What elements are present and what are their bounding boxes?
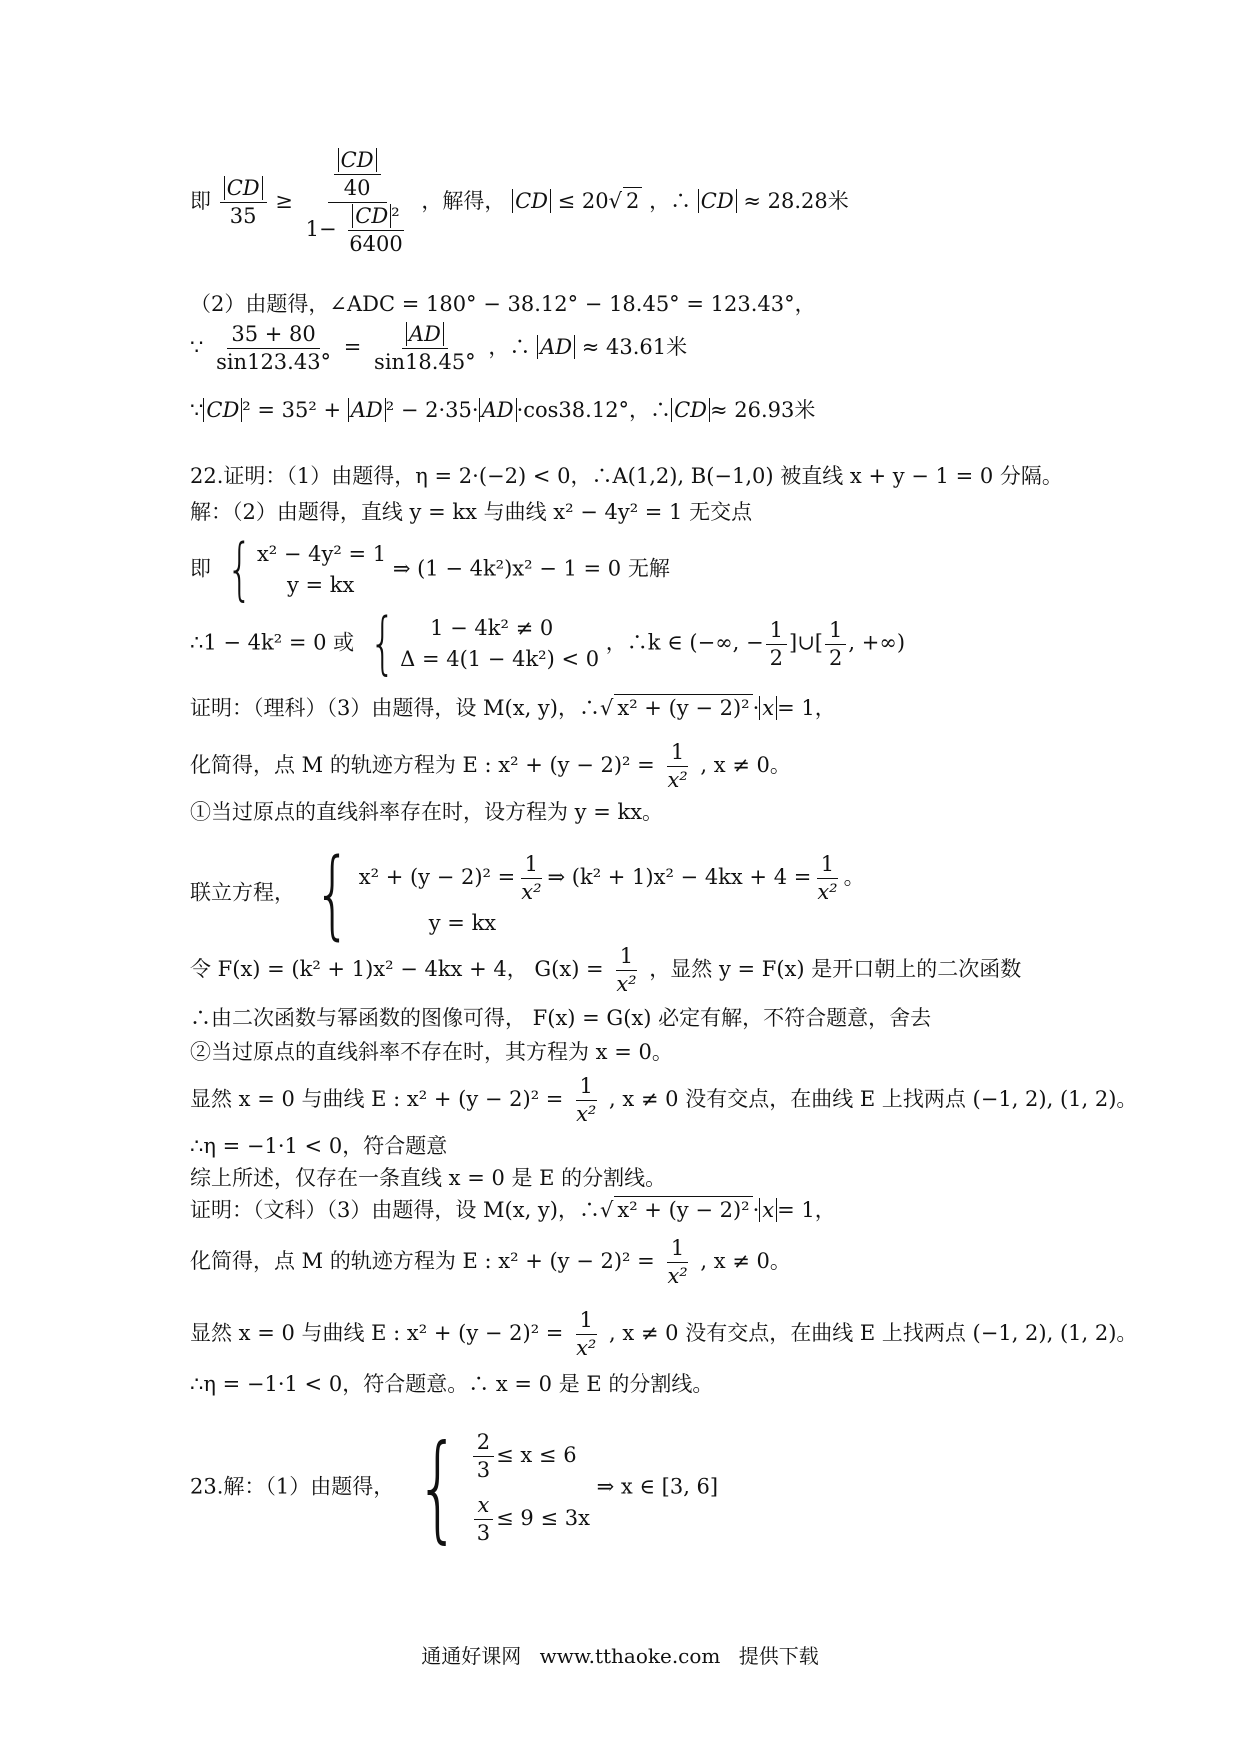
fraction	[612, 946, 640, 995]
q21-line3	[190, 324, 687, 373]
fraction	[572, 1310, 600, 1359]
text: 。	[843, 865, 865, 889]
numerator: 1	[576, 1076, 597, 1101]
text: x² + (y − 2)² =	[358, 865, 516, 889]
equation-system: { 1 − 4k² ≠ 0 Δ = 4(1 − 4k²) < 0	[369, 604, 600, 683]
denominator: x²	[616, 972, 637, 996]
numerator: 35 + 80	[227, 324, 319, 349]
text: , x ≠ 0。	[700, 753, 791, 777]
q22-line9	[190, 946, 1021, 995]
denominator: 2	[769, 645, 784, 670]
q22-line2: 解：（2）由题得，直线 y = kx 与曲线 x² − 4y² = 1 无交点	[190, 500, 753, 524]
abs-ad: AD	[479, 398, 517, 422]
text: ，∴	[488, 335, 531, 359]
text: = 1，	[777, 696, 836, 720]
q21-line1: 即 $\frac{CD}{35}$ ≥ $\frac{CD}{40}$ 1− $\frac{\text{CD ²}}{6400}$ ，解得， CD ≤ 20√ 2 ，∴ CD ≈ 28.28米	[190, 148, 849, 256]
text: ≈ 28.28米	[743, 189, 849, 213]
fraction	[334, 150, 381, 199]
text: = 1，	[777, 1198, 836, 1222]
sqrt: 2	[623, 187, 642, 213]
denominator: 2	[829, 645, 843, 670]
q22-line11: ②当过原点的直线斜率不存在时，其方程为 x = 0。	[190, 1040, 673, 1064]
text: ² = 35² +	[242, 398, 348, 422]
abs-cd: CD	[512, 189, 551, 213]
q22-line7: ①当过原点的直线斜率存在时，设方程为 y = kx。	[190, 800, 664, 824]
compound-fraction	[302, 150, 413, 255]
denominator: x²	[576, 1336, 597, 1360]
numerator: 1	[667, 1238, 688, 1263]
denominator: 40	[343, 176, 371, 200]
text: 证明：（理科）（3）由题得，设 M(x, y)，∴	[190, 696, 600, 720]
fraction	[212, 324, 335, 373]
text: ≈ 26.93米	[709, 398, 816, 422]
text: ∵	[190, 398, 204, 422]
row: x² − 4y² = 1	[256, 542, 387, 566]
abs-ad: AD	[406, 322, 444, 346]
equation-system: { $\frac{2}{3}$ ≤ x ≤ 6 $\frac{x}{3}$ ≤ 9 ≤ 3x	[415, 1420, 590, 1555]
numerator: 1	[667, 742, 688, 767]
abs-cd: CD	[224, 176, 263, 200]
footer-site: 通通好课网	[421, 1644, 522, 1668]
equation-system: { x² − 4y² = 1 y = kx	[226, 530, 387, 609]
fraction	[663, 742, 691, 791]
text: 显然 x = 0 与曲线 E : x² + (y − 2)² =	[190, 1321, 564, 1345]
fraction	[220, 178, 267, 227]
q22-line15: 证明：（文科）（3）由题得，设 M(x, y)，∴√ x² + (y − 2)² · x = 1，	[190, 1198, 836, 1222]
footer-note: 提供下载	[738, 1644, 819, 1668]
row	[471, 1495, 590, 1544]
q22-line18: ∴η = −1·1 < 0，符合题意。∴ x = 0 是 E 的分割线。	[190, 1372, 714, 1396]
text: 显然 x = 0 与曲线 E : x² + (y − 2)² =	[190, 1087, 564, 1111]
q23-line1	[190, 1420, 719, 1555]
text: 1−	[305, 217, 337, 241]
fraction	[473, 1495, 494, 1544]
numerator: x	[474, 1495, 494, 1520]
denominator: 6400	[349, 232, 403, 256]
q22-line12	[190, 1076, 1137, 1125]
text: ，∴k ∈ (−∞, −	[605, 630, 764, 655]
text: 令 F(x) = (k² + 1)x² − 4kx + 4， G(x) =	[190, 957, 604, 981]
abs-cd: CD	[671, 398, 710, 422]
numerator: 1	[576, 1310, 597, 1335]
fraction	[663, 1238, 691, 1287]
fraction: $\frac{\text{CD ²}}{6400}$	[345, 206, 406, 255]
text: ≥	[275, 189, 293, 213]
row: y = kx	[286, 573, 355, 597]
abs-cd: CD	[352, 204, 391, 228]
text: ⇒ (k² + 1)x² − 4kx + 4 =	[547, 865, 812, 889]
text: ∵	[190, 335, 204, 359]
text: ≤ 20	[557, 189, 609, 213]
denominator: x²	[521, 880, 542, 904]
text: ≈ 43.61米	[581, 335, 688, 359]
sqrt: x² + (y − 2)²	[614, 1196, 752, 1222]
denominator: x²	[817, 880, 838, 904]
text: ≤ 9 ≤ 3x	[496, 1506, 590, 1530]
row	[359, 854, 865, 903]
text: ∴1 − 4k² = 0 或	[190, 630, 355, 655]
text: ·	[752, 696, 760, 720]
text: ]∪[	[789, 630, 823, 655]
q22-line14: 综上所述，仅存在一条直线 x = 0 是 E 的分割线。	[190, 1166, 667, 1190]
abs-cd: CD	[203, 398, 242, 422]
text: 即	[190, 189, 211, 213]
denominator: 3	[476, 1521, 491, 1545]
numerator: 1	[766, 620, 787, 645]
denominator: x²	[667, 768, 688, 792]
row: 1 − 4k² ≠ 0	[430, 616, 554, 640]
q22-line13: ∴η = −1·1 < 0，符合题意	[190, 1134, 448, 1158]
fraction	[825, 617, 846, 670]
abs-cd: CD	[698, 189, 737, 213]
q22-line10: ∴由二次函数与幂函数的图像可得， F(x) = G(x) 必定有解，不符合题意，舍去	[190, 1006, 932, 1030]
q22-line6	[190, 742, 791, 791]
text: ·	[752, 1198, 760, 1222]
denominator: sin123.43°	[216, 350, 332, 374]
text: 即	[190, 556, 211, 581]
footer-url: www.tthaoke.com	[539, 1644, 721, 1668]
q22-line3	[190, 530, 670, 609]
text: 证明：（文科）（3）由题得，设 M(x, y)，∴	[190, 1198, 600, 1222]
text: ，显然 y = F(x) 是开口朝上的二次函数	[649, 957, 1022, 981]
q22-line4	[190, 604, 906, 683]
text: , x ≠ 0 没有交点，在曲线 E 上找两点 (−1, 2), (1, 2)。	[609, 1321, 1138, 1345]
q21-line2: （2）由题得，∠ADC = 180° − 38.12° − 18.45° = 123.43°，	[190, 292, 816, 316]
text: 化简得，点 M 的轨迹方程为 E : x² + (y − 2)² =	[190, 1249, 655, 1273]
numerator: 2	[473, 1432, 494, 1457]
q22-line5: 证明：（理科）（3）由题得，设 M(x, y)，∴√ x² + (y − 2)² · x = 1，	[190, 696, 836, 720]
abs-x: x	[759, 1198, 777, 1222]
text: , x ≠ 0 没有交点，在曲线 E 上找两点 (−1, 2), (1, 2)。	[609, 1087, 1138, 1111]
denominator: 35	[229, 204, 257, 228]
text: ² − 2·35·	[385, 398, 479, 422]
row: y = kx	[428, 911, 497, 935]
denominator: 3	[476, 1458, 491, 1482]
fraction	[572, 1076, 600, 1125]
abs-ad: AD	[348, 398, 386, 422]
sqrt: x² + (y − 2)²	[614, 694, 752, 720]
q22-line17	[190, 1310, 1137, 1359]
text: 23.解：（1）由题得，	[190, 1474, 395, 1499]
row	[471, 1432, 590, 1481]
q22-line8	[190, 838, 865, 950]
row: Δ = 4(1 − 4k²) < 0	[400, 647, 600, 671]
page-footer	[0, 1640, 1240, 1669]
text: ，解得，	[421, 189, 506, 213]
numerator: 1	[616, 946, 637, 971]
fraction	[473, 1432, 494, 1481]
numerator: 1	[521, 854, 542, 879]
denominator: x²	[667, 1264, 688, 1288]
fraction	[370, 324, 480, 373]
denominator: sin18.45°	[374, 350, 476, 374]
numerator: 1	[817, 854, 838, 879]
text: ⇒ (1 − 4k²)x² − 1 = 0 无解	[392, 556, 670, 581]
abs-x: x	[759, 696, 777, 720]
denominator: x²	[576, 1102, 597, 1126]
text: ·cos38.12°，∴	[516, 398, 672, 422]
equation-system: { x² + (y − 2)² = $\frac{1}{\text{x²}}$ ⇒ (k² + 1)x² − 4kx + 4 = $\frac{1}{\text{x²}}$ 。 y = kx	[313, 838, 865, 950]
abs-ad: AD	[537, 335, 575, 359]
text: , x ≠ 0。	[700, 1249, 791, 1273]
text: =	[343, 335, 362, 359]
text: 化简得，点 M 的轨迹方程为 E : x² + (y − 2)² =	[190, 753, 655, 777]
text: ，∴	[649, 189, 692, 213]
fraction	[813, 854, 841, 903]
numerator: 1	[825, 620, 846, 645]
q22-line1: 22.证明：（1）由题得，η = 2·(−2) < 0，∴A(1,2), B(−1,0) 被直线 x + y − 1 = 0 分隔。	[190, 464, 1063, 488]
q22-line16	[190, 1238, 791, 1287]
abs-cd: CD	[338, 148, 377, 172]
q21-line4	[190, 400, 815, 421]
fraction	[517, 854, 545, 903]
text: ≤ x ≤ 6	[496, 1443, 577, 1467]
text: , +∞)	[848, 630, 906, 655]
fraction	[766, 617, 787, 670]
text: 联立方程，	[190, 880, 295, 905]
text: ⇒ x ∈ [3, 6]	[596, 1474, 719, 1499]
